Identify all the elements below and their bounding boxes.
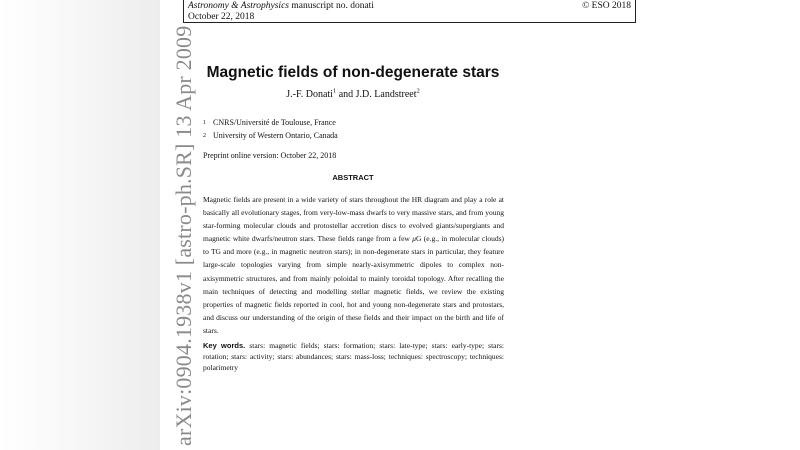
keywords — [203, 340, 504, 374]
abstract-text-part: G (e.g., in molecular clouds) to TG and more (e.g., in magnetic neutron stars); in non-degenerate stars in particular, they feature large-scale topologies varying from simple nearly-axisymmetric dipoles to complex non-axisymmetric structures, and from mainly poloidal to mainly toroidal topology. After recalling the main techniques of detecting and modelling stellar magnetic fields, we review the existing properties of magnetic fields reported in cool, hot and young non-degenerate stars and protostars, and discuss our understanding of the origin of these fields and their impact on the birth and life of stars. — [203, 234, 504, 335]
abstract-heading: ABSTRACT — [332, 173, 374, 182]
manuscript-number: manuscript no. donati — [291, 1, 374, 11]
arxiv-identifier: arXiv:0904.1938v1 [astro-ph.SR] 13 Apr 2009 — [171, 25, 196, 446]
mu-symbol: μ — [412, 234, 416, 244]
affiliation-text: University of Western Ontario, Canada — [213, 131, 338, 140]
author-affiliation-mark: 2 — [416, 87, 420, 95]
copyright: © ESO 2018 — [582, 1, 631, 11]
author-connector: and — [338, 89, 354, 100]
journal-name: Astronomy & Astrophysics — [188, 1, 289, 11]
author-name: J.-F. Donati — [286, 89, 333, 100]
affiliation-text: CNRS/Université de Toulouse, France — [213, 118, 336, 127]
affiliation-number: 2 — [203, 133, 206, 139]
keywords-text: stars: magnetic fields; stars: formation; stars: late-type; stars: early-type; stars: rotation; stars: activity; stars: abundances; stars: mass-loss; techniques: spectroscopy; techniques: polarimetry — [203, 341, 504, 373]
margin-background — [0, 0, 160, 450]
author-name: J.D. Landstreet — [355, 89, 417, 100]
affiliation — [203, 118, 336, 128]
preprint-note: Preprint online version: October 22, 2018 — [203, 151, 337, 160]
paper-title: Magnetic fields of non-degenerate stars — [206, 64, 500, 81]
affiliation — [203, 131, 338, 141]
abstract-body — [203, 193, 504, 337]
abstract-text-part: Magnetic fields are present in a wide variety of stars throughout the HR diagram and play a role at basically all evolutionary stages, from very-low-mass dwarfs to very massive stars, and from young star-forming molecular clouds and protostellar accretion discs to evolved giants/supergiants and magnetic white dwarfs/neutron stars. These fields range from a few — [203, 195, 504, 244]
author-affiliation-mark: 1 — [332, 87, 337, 95]
header-date: October 22, 2018 — [188, 11, 255, 22]
author-line — [183, 89, 523, 100]
journal-header — [183, 0, 636, 23]
affiliation-number: 1 — [203, 120, 206, 126]
keywords-label: Key words. — [203, 341, 246, 350]
